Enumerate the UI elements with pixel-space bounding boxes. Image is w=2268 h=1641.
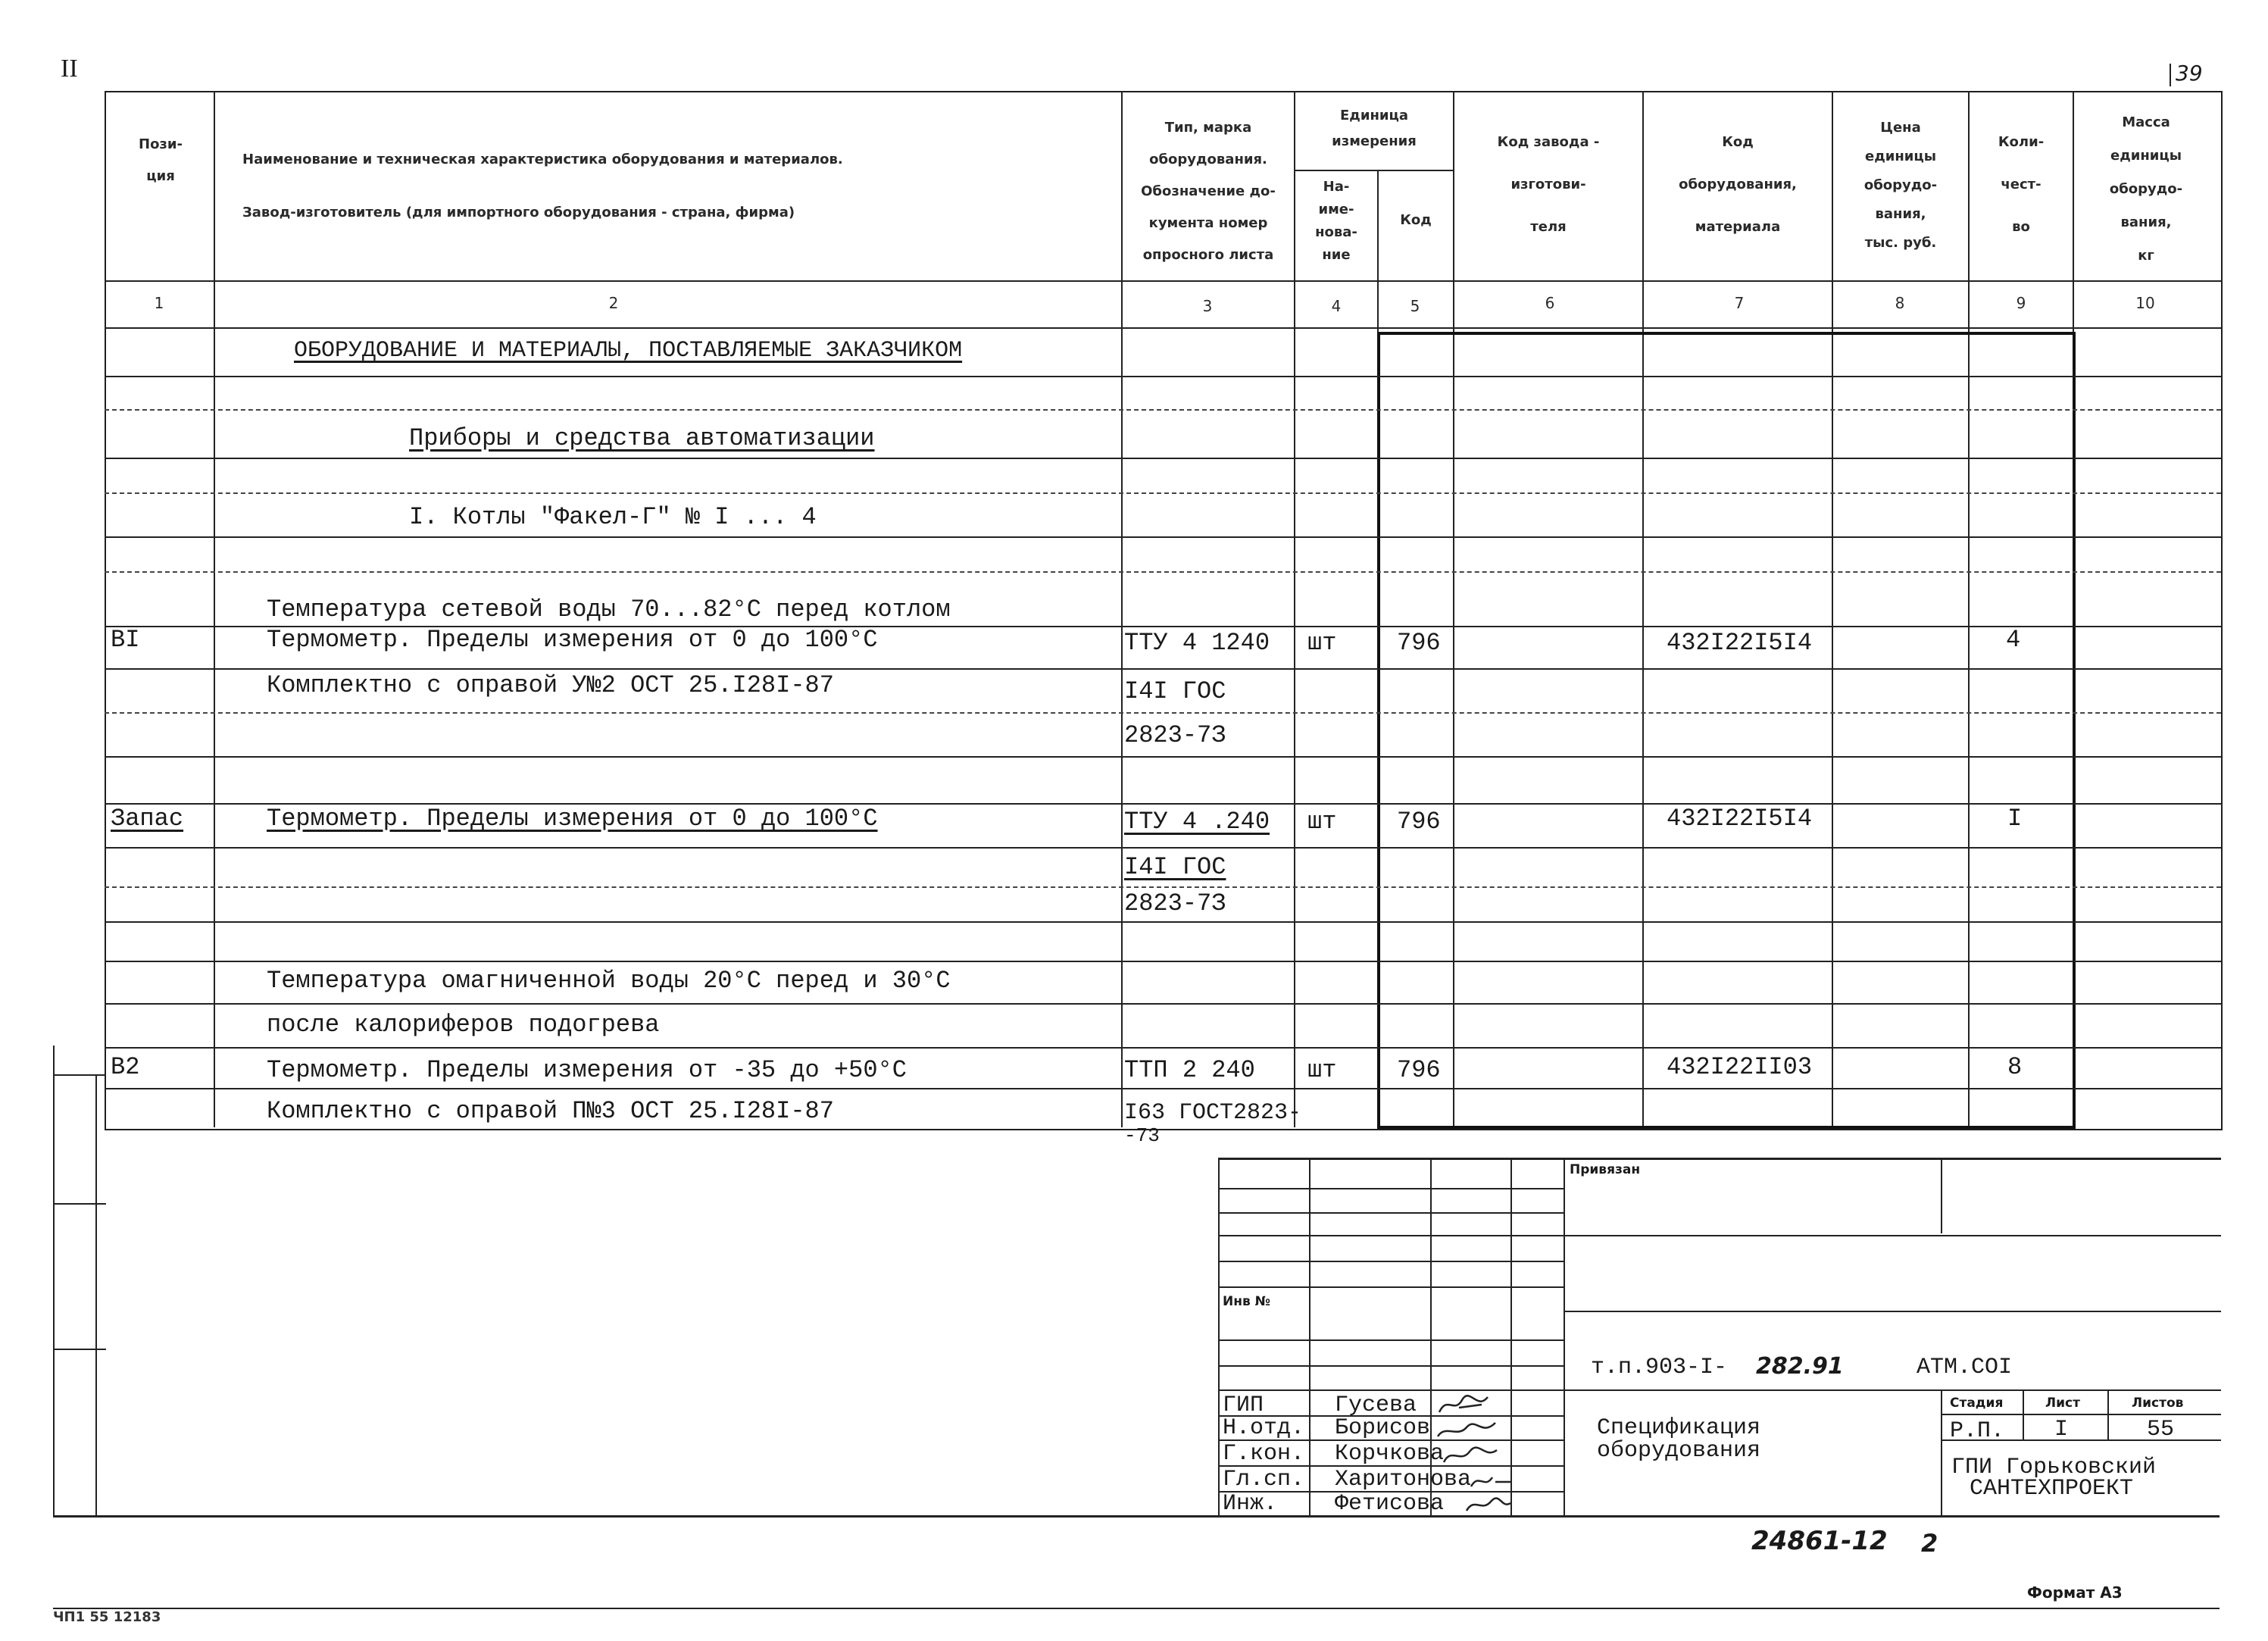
hdr-price	[1833, 114, 1968, 258]
tb-sheet-label: Лист	[2045, 1396, 2080, 1411]
hdr-price-l2: единицы	[1864, 148, 1937, 164]
hdr-unit-name-l4: ние	[1322, 247, 1351, 263]
hdr-type-l3: Обозначение до-	[1141, 183, 1276, 199]
hdr-unit	[1295, 103, 1453, 155]
tb-name-2: Борисов	[1335, 1415, 1431, 1441]
hdr-name-l1: Наименование и техническая характеристика оборудования и материалов.	[242, 152, 843, 167]
format-label: Формат А3	[2027, 1583, 2123, 1602]
hdr-name	[242, 144, 1114, 229]
r2-equip: 432I22I5I4	[1667, 629, 1813, 657]
r2-unit: шт	[1307, 629, 1337, 657]
tb-r5	[1218, 1286, 1564, 1288]
row-sep-12	[105, 847, 2221, 849]
tb-role-1: ГИП	[1223, 1393, 1264, 1418]
colnum-8: 8	[1895, 294, 1905, 312]
colnum-5: 5	[1410, 297, 1420, 315]
tb-sheets-label: Листов	[2132, 1396, 2184, 1411]
hdr-position-l1: Пози-	[139, 136, 183, 152]
hdr-type	[1124, 112, 1292, 271]
bottom-left-code: ЧП1 55 12183	[53, 1609, 161, 1625]
tb-name-3: Корчкова	[1335, 1441, 1445, 1467]
signature-2	[1438, 1423, 1495, 1436]
tb-r8	[1218, 1365, 1564, 1367]
colnum-4: 4	[1331, 297, 1342, 315]
colnum-1: 1	[154, 294, 164, 312]
r5-equip: 432I22I5I4	[1667, 805, 1813, 833]
r10-code: 796	[1397, 1056, 1441, 1084]
hdr-mass-l1: Масса	[2122, 114, 2170, 130]
row-sep-16	[105, 1003, 2221, 1005]
hdr-type-l1: Тип, марка	[1164, 120, 1252, 136]
signature-3	[1444, 1448, 1497, 1462]
row-sep-13	[105, 886, 2221, 888]
row-sep-10	[105, 756, 2221, 758]
row-sep-18	[105, 1088, 2221, 1089]
row-sep-6	[105, 571, 2221, 573]
r9-name: после калориферов подогрева	[267, 1011, 660, 1039]
section-title: ОБОРУДОВАНИЕ И МАТЕРИАЛЫ, ПОСТАВЛЯЕМЫЕ ЗАКАЗЧИКОМ	[294, 338, 963, 364]
hdr-price-l1: Цена	[1880, 120, 1921, 136]
tb-doc-mark: АТМ.СОI	[1917, 1355, 2013, 1380]
hdr-mass	[2074, 106, 2218, 273]
tb-r3	[1218, 1235, 2221, 1236]
corner-tick	[2170, 64, 2171, 86]
r11-type-cont: -73	[1124, 1124, 1160, 1147]
hdr-unit-name-l2: име-	[1318, 202, 1354, 217]
tb-name-4: Харитонова	[1335, 1467, 1472, 1493]
tb-top	[1218, 1158, 2221, 1160]
hdr-equip-code-l2: оборудования,	[1679, 177, 1797, 192]
tb-r4	[1218, 1261, 1564, 1262]
hdr-unit-l1: Единица	[1340, 108, 1408, 123]
r8-name: Температура омагниченной воды 20°С перед и 30°С	[267, 967, 951, 995]
thick-bottom	[1377, 1126, 2076, 1129]
unit-subhead-line	[1294, 170, 1453, 171]
hdr-equip-code-l3: материала	[1695, 219, 1781, 235]
colnum-9: 9	[2016, 294, 2026, 312]
thick-col-5-left	[1377, 332, 1380, 1127]
tb-col-e	[1941, 1158, 1942, 1233]
binding-line-1	[53, 1074, 106, 1076]
inventory-number: 24861-12	[1751, 1526, 1888, 1556]
hdr-type-l4: кумента номер	[1148, 215, 1268, 231]
tb-col-f	[1941, 1389, 1942, 1517]
colnum-6: 6	[1545, 294, 1555, 312]
hdr-qty	[1970, 121, 2073, 248]
tb-r2	[1218, 1212, 1564, 1214]
col-div-2	[1121, 91, 1123, 1127]
signature-1	[1439, 1396, 1488, 1412]
tb-privyazan: Привязан	[1570, 1162, 1641, 1177]
binding-inner	[95, 1074, 97, 1515]
hdr-qty-l2: чест-	[2001, 177, 2042, 192]
tb-role-4: Гл.сп.	[1223, 1467, 1305, 1493]
thick-top	[1377, 332, 2076, 335]
hdr-equip-code	[1644, 121, 1832, 248]
tb-name-1: Гусева	[1335, 1393, 1417, 1418]
hdr-mass-l3: оборудо-	[2109, 181, 2183, 197]
sheet-mark-left: II	[61, 55, 78, 83]
hdr-factory-code-l2: изготови-	[1510, 177, 1586, 192]
r5-qty: I	[2007, 805, 2023, 833]
row-sep-14	[105, 921, 2221, 923]
corner-number: 39	[2176, 61, 2203, 86]
tb-doc-code-prefix: т.п.903-I-	[1591, 1355, 1728, 1380]
r4-type: 2823-7З	[1124, 721, 1226, 749]
header-bottom	[105, 280, 2221, 282]
tb-r1	[1218, 1188, 1564, 1189]
hdr-price-l4: вания,	[1875, 206, 1926, 222]
tb-sheets-value: 55	[2147, 1417, 2175, 1443]
tb-r6	[1564, 1311, 2221, 1312]
colnum-2: 2	[608, 294, 619, 312]
tb-stage-value: Р.П.	[1950, 1418, 2005, 1444]
row-sep-9	[105, 712, 2221, 714]
tb-role-3: Г.кон.	[1223, 1441, 1305, 1467]
tb-doc-code-hand: 282.91	[1756, 1353, 1844, 1380]
row-sep-17	[105, 1047, 2221, 1049]
binding-line-3	[53, 1349, 106, 1350]
tb-r14	[1941, 1414, 2221, 1415]
hdr-qty-l1: Коли-	[1998, 134, 2045, 150]
row-sep-3	[105, 458, 2221, 459]
r10-qty: 8	[2007, 1053, 2023, 1081]
r10-name: Термометр. Пределы измерения от -35 до +50°С	[267, 1056, 907, 1084]
hdr-equip-code-l1: Код	[1722, 134, 1754, 150]
hdr-position-l2: ция	[146, 168, 175, 184]
r1-name: Температура сетевой воды 70...82°С перед котлом	[267, 595, 951, 624]
tb-spec-title-1: Спецификация	[1597, 1415, 1761, 1441]
row-sep-8	[105, 668, 2221, 670]
r2-qty: 4	[2006, 626, 2021, 654]
r3-name: Комплектно с оправой У№2 ОСТ 25.I28I-87	[267, 671, 834, 699]
tb-org-1: ГПИ Горьковский	[1951, 1455, 2157, 1480]
r10-unit: шт	[1307, 1056, 1337, 1084]
signature-4	[1471, 1477, 1510, 1486]
tb-r9	[1218, 1389, 2221, 1391]
inventory-suffix: 2	[1921, 1529, 1938, 1558]
colnum-7: 7	[1734, 294, 1745, 312]
r5-unit: шт	[1307, 808, 1337, 836]
bottom-rule	[53, 1515, 2220, 1518]
tb-spec-title-2: оборудования	[1597, 1438, 1761, 1464]
hdr-name-l2: Завод-изготовитель (для импортного оборудования - страна, фирма)	[242, 205, 795, 220]
r10-pos: B2	[111, 1053, 140, 1081]
hdr-type-l2: оборудования.	[1149, 152, 1267, 167]
r11-type: I63 ГОСТ2823-	[1124, 1100, 1302, 1126]
group-title: I. Котлы "Факел-Г" № I ... 4	[409, 503, 817, 531]
hdr-mass-l4: вания,	[2120, 214, 2172, 230]
r5-pos: Запас	[111, 805, 184, 833]
row-sep-2	[105, 409, 2221, 411]
colnum-10: 10	[2135, 294, 2155, 312]
r5-name: Термометр. Пределы измерения от 0 до 100°С	[267, 805, 878, 833]
tb-stage-div-1	[2023, 1389, 2024, 1441]
binding-line-2	[53, 1203, 106, 1205]
r2-type: ТТУ 4 1240	[1124, 629, 1270, 657]
footer-rule	[53, 1608, 2220, 1609]
tb-role-5: Инж.	[1223, 1491, 1278, 1517]
tb-stage-label: Стадия	[1950, 1396, 2004, 1411]
row-sep-1	[105, 376, 2221, 377]
r6-type: I4I ГОС	[1124, 853, 1226, 881]
hdr-mass-l5: кг	[2138, 248, 2154, 264]
col-div-1	[214, 91, 215, 1127]
tb-role-2: Н.отд.	[1223, 1415, 1305, 1441]
hdr-unit-name	[1295, 176, 1377, 267]
tb-col-d	[1564, 1158, 1565, 1517]
row-sep-5	[105, 536, 2221, 538]
signature-5	[1467, 1499, 1510, 1511]
r2-pos: BI	[111, 626, 140, 654]
r2-code: 796	[1397, 629, 1441, 657]
tb-sheet-value: I	[2054, 1417, 2069, 1443]
hdr-unit-name-l3: нова-	[1315, 224, 1357, 240]
r5-code: 796	[1397, 808, 1441, 836]
colnum-3: 3	[1202, 297, 1213, 315]
binding-strip	[53, 1046, 55, 1515]
signatures	[1432, 1391, 1523, 1517]
hdr-price-l3: оборудо-	[1863, 177, 1938, 193]
r10-type: ТТП 2 240	[1124, 1056, 1255, 1084]
hdr-factory-code-l3: теля	[1530, 219, 1567, 235]
r7-type: 2823-7З	[1124, 889, 1226, 917]
tb-inv-no: Инв №	[1223, 1294, 1271, 1309]
tb-org-2: САНТЕХПРОЕКТ	[1970, 1476, 2134, 1502]
thick-col-9-right	[2073, 332, 2076, 1127]
r11-name: Комплектно с оправой П№3 ОСТ 25.I28I-87	[267, 1097, 834, 1125]
hdr-mass-l2: единицы	[2110, 148, 2182, 164]
hdr-type-l5: опросного листа	[1142, 247, 1274, 263]
tb-stage-div-2	[2107, 1389, 2109, 1441]
hdr-unit-name-l1: На-	[1323, 179, 1350, 195]
hdr-price-l5: тыс. руб.	[1864, 235, 1937, 251]
r3-type: I4I ГОС	[1124, 677, 1226, 705]
row-sep-15	[105, 961, 2221, 962]
tb-name-5: Фетисова	[1335, 1491, 1445, 1517]
hdr-unit-l2: измерения	[1332, 133, 1417, 149]
hdr-qty-l3: во	[2012, 219, 2030, 235]
row-sep-4	[105, 492, 2221, 494]
colnum-bottom	[105, 327, 2221, 329]
r10-equip: 432I22II03	[1667, 1053, 1813, 1081]
hdr-factory-code	[1454, 121, 1642, 248]
r2-name: Термометр. Пределы измерения от 0 до 100°С	[267, 626, 878, 654]
hdr-position	[108, 129, 214, 192]
hdr-unit-code: Код	[1400, 212, 1432, 228]
hdr-factory-code-l1: Код завода -	[1497, 134, 1600, 150]
subsection-title: Приборы и средства автоматизации	[409, 424, 875, 452]
tb-r7	[1218, 1339, 1564, 1341]
r5-type: ТТУ 4 .240	[1124, 808, 1270, 836]
